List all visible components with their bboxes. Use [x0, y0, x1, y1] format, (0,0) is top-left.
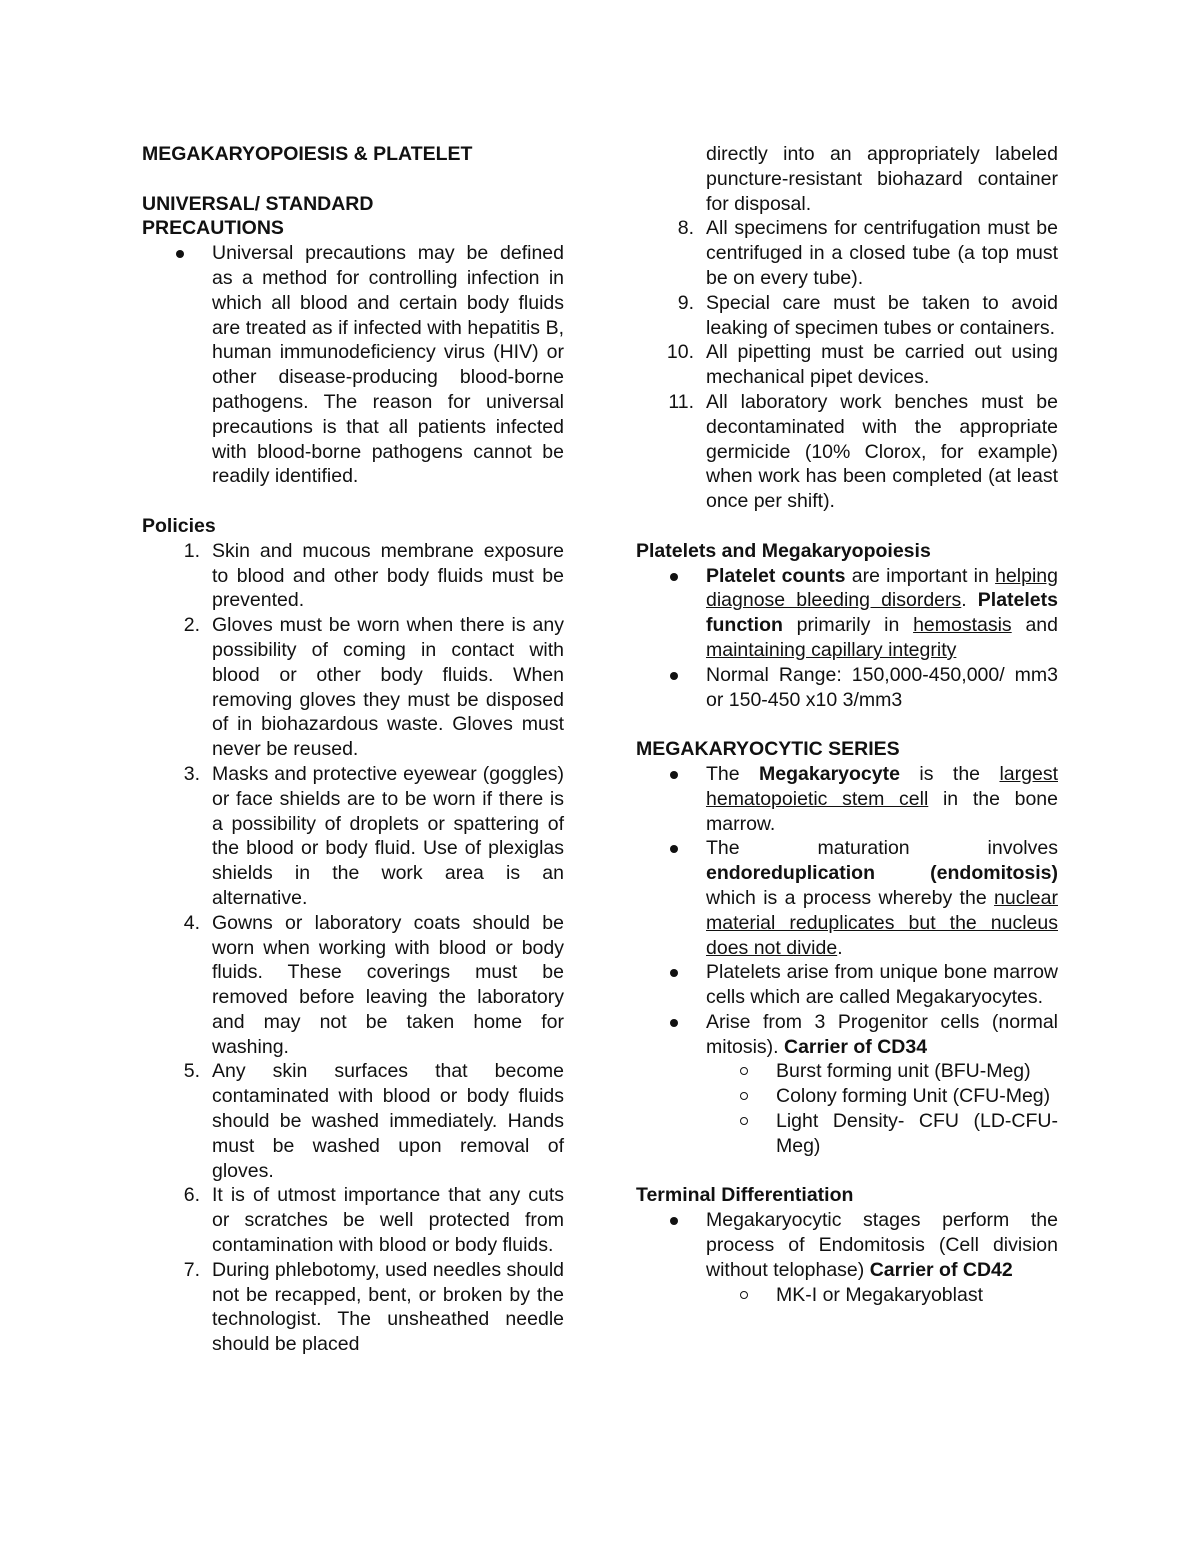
- policy-7-continued: directly into an appropriately labeled puncture-resistant biohazard container for disposal.: [706, 143, 1058, 215]
- policy-item: 3. Masks and protective eyewear (goggles) or face shields are to be worn if there is a possibility of droplets or spattering of the blood or body fluid. Use of plexiglas shields in the work area is an alternative.: [183, 762, 564, 909]
- bullet-icon: [670, 672, 678, 680]
- series-heading: MEGAKARYOCYTIC SERIES: [636, 738, 900, 761]
- list-item: Arise from 3 Progenitor cells (normal mitosis). Carrier of CD34 Burst forming unit (BFU-Meg) Colony forming Unit (CFU-Meg) Light Density- CFU (LD-CFU-Meg): [636, 1010, 1058, 1159]
- series-list: [636, 762, 1058, 1159]
- policy-item: 8. All specimens for centrifugation must be centrifuged in a closed tube (a top must be on every tube).: [677, 217, 1058, 289]
- policy-item: 4. Gowns or laboratory coats should be worn when working with blood or body fluids. These coverings must be removed before leaving the laboratory and may not be taken home for washing.: [183, 911, 564, 1058]
- bullet-icon: [670, 573, 678, 581]
- policy-item: 2. Gloves must be worn when there is any possibility of coming in contact with blood or other body fluids. When removing gloves they must be disposed of in biohazardous waste. Gloves must never be reused.: [183, 614, 564, 761]
- bullet-icon: [670, 771, 678, 779]
- bullet-icon: [670, 845, 678, 853]
- list-item: Platelets arise from unique bone marrow cells which are called Megakaryocytes.: [636, 960, 1058, 1010]
- list-item: Light Density- CFU (LD-CFU-Meg): [636, 1109, 1058, 1159]
- bullet-icon: [670, 1217, 678, 1225]
- policy-item: 1. Skin and mucous membrane exposure to blood and other body fluids must be prevented.: [183, 539, 564, 612]
- terminal-sublist: [636, 1283, 1058, 1308]
- list-item: Universal precautions may be defined as a method for controlling infection in which all blood and certain body fluids are treated as if infected with hepatitis B, human immunodeficiency virus (HIV) or other disease-producing blood-borne pathogens. The reason for universal precautions is that all patients infected with blood-borne pathogens cannot be readily identified.: [142, 241, 564, 489]
- policy-item: 5. Any skin surfaces that become contaminated with blood or body fluids should be washed immediately. Hands must be washed upon removal of gloves.: [183, 1060, 564, 1182]
- policies-list-continued: [636, 216, 1058, 514]
- platelets-heading: Platelets and Megakaryopoiesis: [636, 539, 931, 562]
- progenitor-list: [636, 1059, 1058, 1158]
- terminal-heading: Terminal Differentiation: [636, 1184, 854, 1207]
- terminal-list: [636, 1208, 1058, 1307]
- policy-item: 11. All laboratory work benches must be decontaminated with the appropriate germicide (10% Clorox, for example) when work has been completed (at least once per shift).: [668, 390, 1058, 513]
- list-item: Platelet counts are important in helping diagnose bleeding disorders. Platelets function primarily in hemostasis and maintaining capillary integrity: [636, 564, 1058, 663]
- list-item: Burst forming unit (BFU-Meg): [636, 1059, 1058, 1084]
- precautions-heading-line1: UNIVERSAL/ STANDARD: [142, 192, 374, 215]
- circle-bullet-icon: [740, 1092, 748, 1100]
- right-column: [636, 142, 1058, 1307]
- policies-list: [142, 539, 564, 1357]
- policy-item: 6. It is of utmost importance that any cuts or scratches be well protected from contamination with blood or body fluids.: [183, 1184, 564, 1257]
- list-item: Megakaryocytic stages perform the process of Endomitosis (Cell division without telophase) Carrier of CD42 MK-I or Megakaryoblast: [636, 1208, 1058, 1307]
- circle-bullet-icon: [740, 1067, 748, 1075]
- policy-item: 10. All pipetting must be carried out using mechanical pipet devices.: [666, 341, 1058, 389]
- bullet-icon: [670, 969, 678, 977]
- platelets-list: [636, 564, 1058, 713]
- list-item: The Megakaryocyte is the largest hematopoietic stem cell in the bone marrow.: [636, 762, 1058, 836]
- circle-bullet-icon: [740, 1291, 748, 1299]
- list-item: The maturation involves endoreduplication (endomitosis) which is a process whereby the nuclear material reduplicates but the nucleus does not divide.: [636, 836, 1058, 960]
- list-item: Normal Range: 150,000-450,000/ mm3 or 150-450 x10 3/mm3: [636, 663, 1058, 713]
- policies-heading: Policies: [142, 514, 216, 537]
- precautions-heading-line2: PRECAUTIONS: [142, 217, 284, 240]
- left-column: [142, 142, 564, 1357]
- list-item: Colony forming Unit (CFU-Meg): [636, 1084, 1058, 1109]
- policy-item: 7. During phlebotomy, used needles should not be recapped, bent, or broken by the technologist. The unsheathed needle should be placed: [183, 1258, 564, 1356]
- list-item: MK-I or Megakaryoblast: [636, 1283, 1058, 1308]
- bullet-icon: [176, 250, 184, 258]
- document-title: MEGAKARYOPOIESIS & PLATELET: [142, 143, 473, 165]
- policy-item: 9. Special care must be taken to avoid leaking of specimen tubes or containers.: [677, 291, 1058, 339]
- precautions-list: [142, 241, 564, 489]
- bullet-icon: [670, 1019, 678, 1027]
- circle-bullet-icon: [740, 1117, 748, 1125]
